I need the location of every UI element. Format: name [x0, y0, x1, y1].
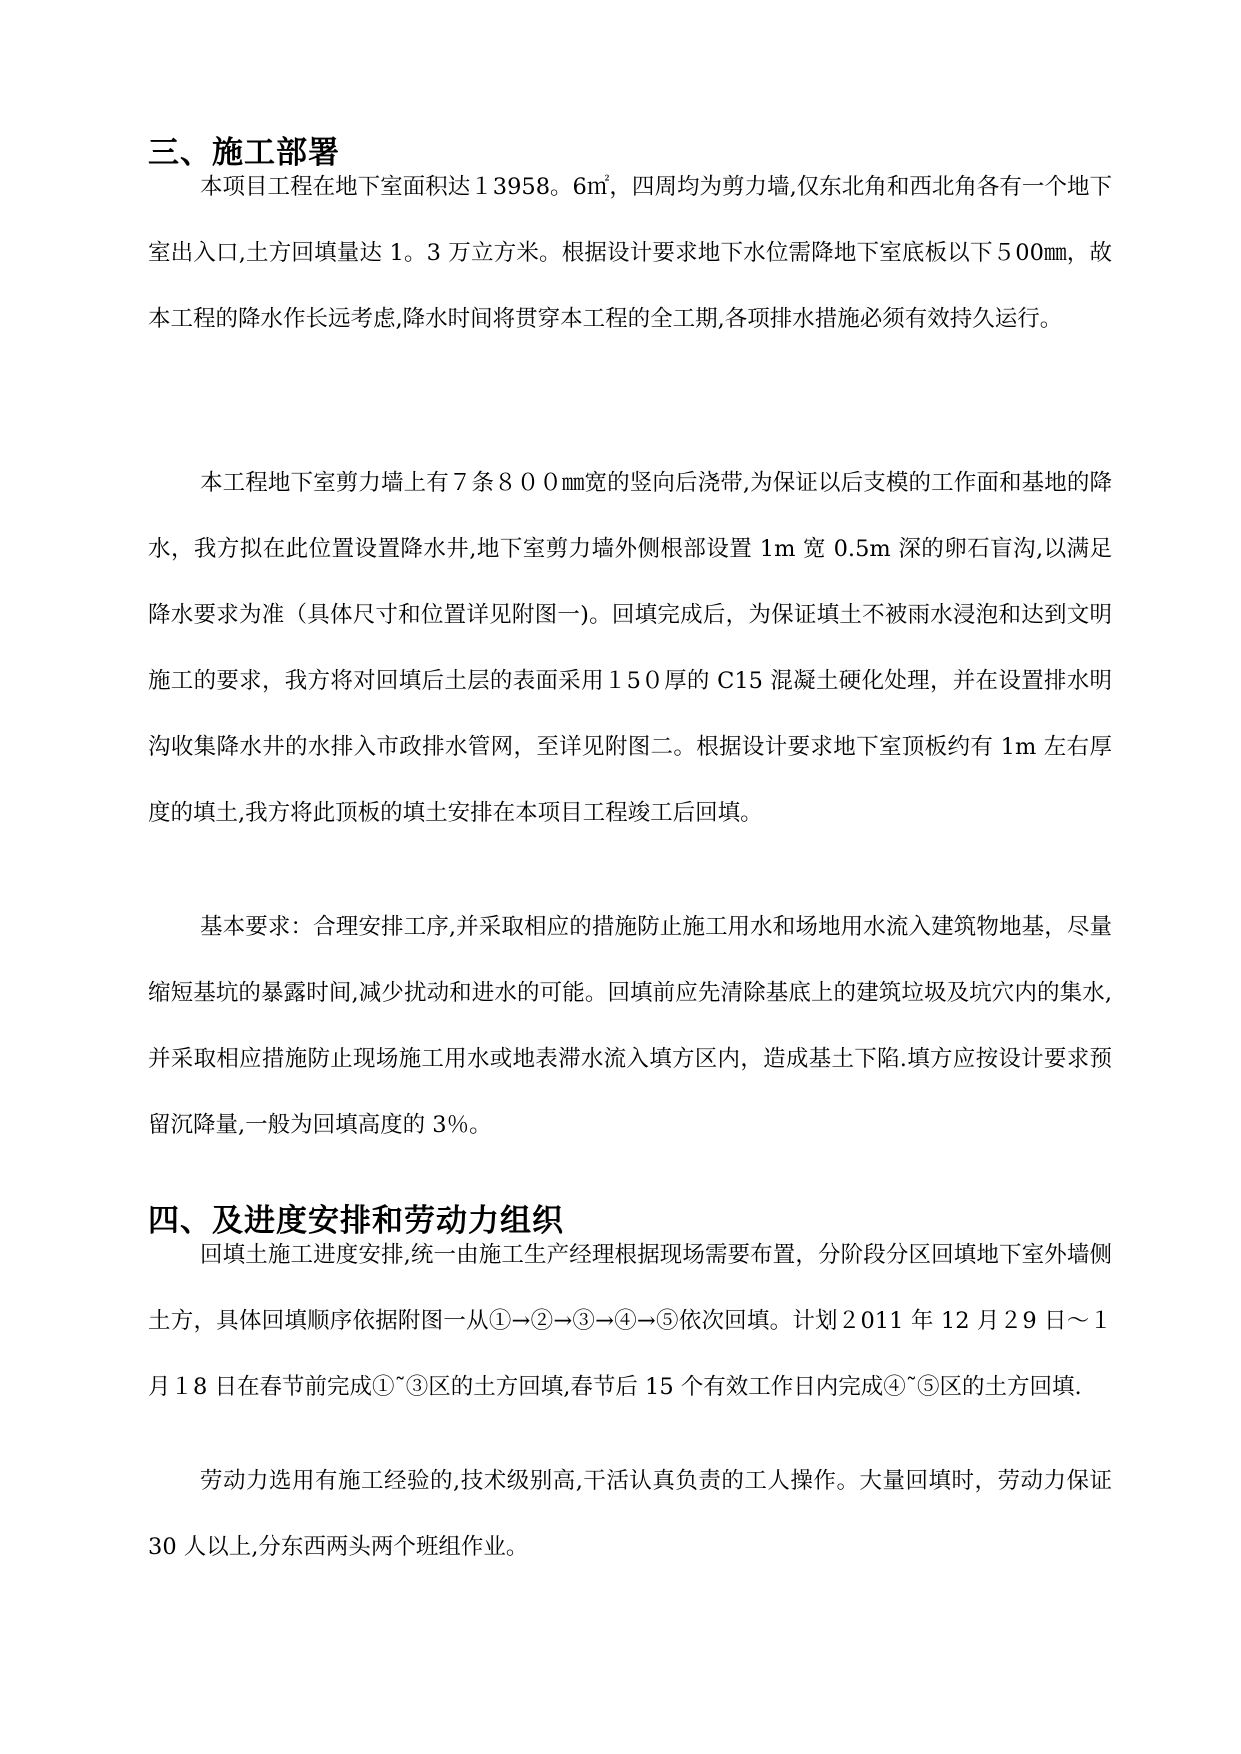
section-heading-schedule-labor: 四、及进度安排和劳动力组织: [148, 1203, 564, 1239]
paragraph: 本项目工程在地下室面积达１3958。6㎡，四周均为剪力墙,仅东北角和西北角各有一个地下室出入口,土方回填量达 1。3 万立方米。根据设计要求地下水位需降地下室底板以下５00㎜，故本工程的降水作长远考虑,降水时间将贯穿本工程的全工期,各项排水措施必须有效持久运行。: [148, 174, 1112, 332]
paragraph: 回填土施工进度安排,统一由施工生产经理根据现场需要布置，分阶段分区回填地下室外墙侧土方，具体回填顺序依据附图一从①→②→③→④→⑤依次回填。计划２011 年 12 月２9 日～１月１8 日在春节前完成①˜③区的土方回填,春节后 15 个有效工作日内完成④˜⑤区的土方回填.: [148, 1242, 1112, 1400]
paragraph: 本工程地下室剪力墙上有７条８００㎜宽的竖向后浇带,为保证以后支模的工作面和基地的降水，我方拟在此位置设置降水井,地下室剪力墙外侧根部设置 1m 宽 0.5m 深的卵石盲沟,以满足降水要求为准（具体尺寸和位置详见附图一)。回填完成后，为保证填土不被雨水浸泡和达到文明施工的要求，我方将对回填后土层的表面采用１5０厚的 C15 混凝土硬化处理，并在设置排水明沟收集降水井的水排入市政排水管网，至详见附图二。根据设计要求地下室顶板约有 1m 左右厚度的填土,我方将此顶板的填土安排在本项目工程竣工后回填。: [148, 470, 1112, 826]
section-heading-construction-deployment: 三、施工部署: [148, 135, 340, 171]
paragraph: 基本要求：合理安排工序,并采取相应的措施防止施工用水和场地用水流入建筑物地基，尽量缩短基坑的暴露时间,减少扰动和进水的可能。回填前应先清除基底上的建筑垃圾及坑穴内的集水,并采取相应措施防止现场施工用水或地表滞水流入填方区内，造成基土下陷.填方应按设计要求预留沉降量,一般为回填高度的 3％。: [148, 914, 1112, 1138]
paragraph: 劳动力选用有施工经验的,技术级别高,干活认真负责的工人操作。大量回填时，劳动力保证 30 人以上,分东西两头两个班组作业。: [148, 1468, 1135, 1560]
